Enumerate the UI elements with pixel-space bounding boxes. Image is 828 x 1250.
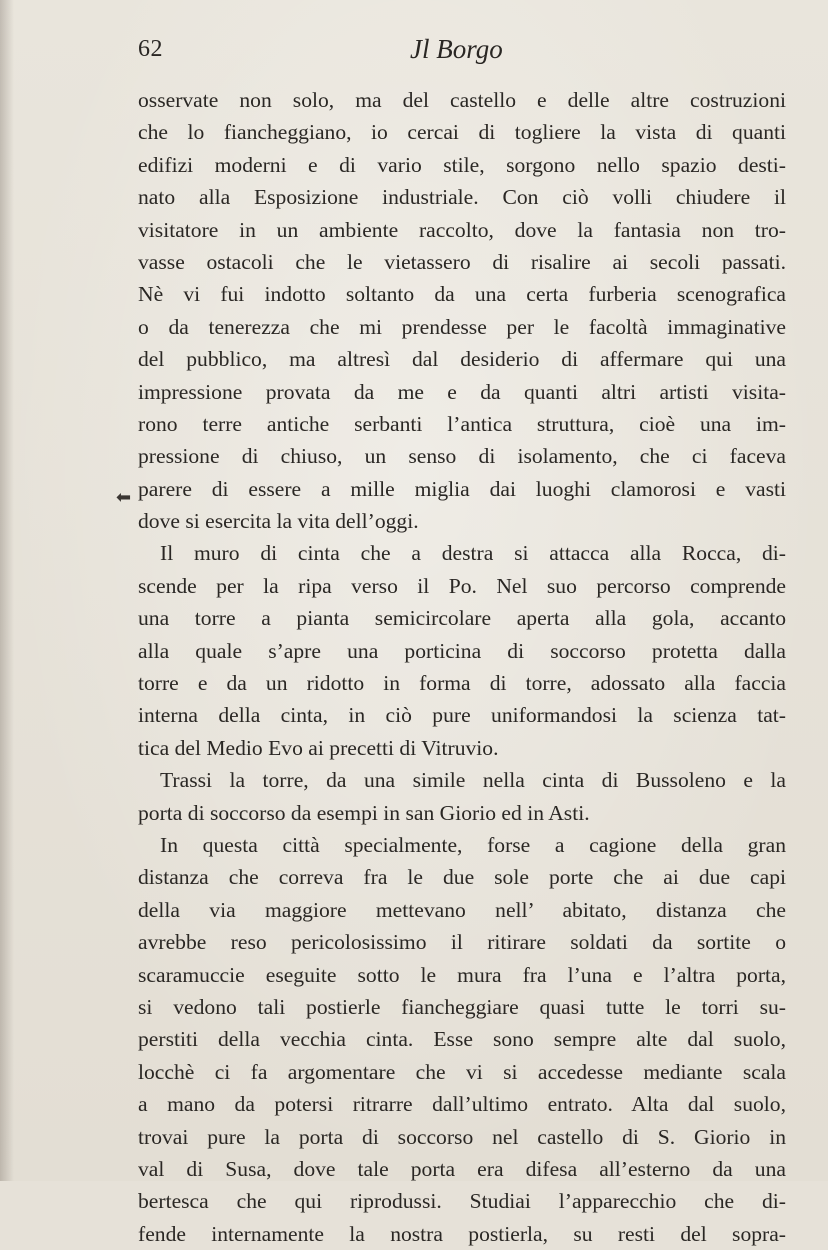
page-number: 62	[138, 36, 163, 62]
text-line: della via maggiore mettevano nell’ abitato, distanza che	[138, 897, 786, 922]
text-line: tica del Medio Evo ai precetti di Vitruvio.	[138, 735, 499, 760]
text-line: osservate non solo, ma del castello e delle altre costruzioni	[138, 88, 786, 112]
text-line: trovai pure la porta di soccorso nel castello di S. Giorio in	[138, 1124, 786, 1149]
text-line: edifizi moderni e di vario stile, sorgono nello spazio desti-	[138, 152, 786, 177]
text-line: In questa città specialmente, forse a cagione della gran	[160, 832, 786, 857]
text-line: locchè ci fa argomentare che vi si accedesse mediante scala	[138, 1059, 786, 1084]
text-line: perstiti della vecchia cinta. Esse sono sempre alte dal suolo,	[138, 1027, 786, 1052]
text-line: si vedono tali postierle fiancheggiare quasi tutte le torri su-	[138, 994, 786, 1019]
text-line: dove si esercita la vita dell’oggi.	[138, 509, 419, 534]
body-text	[138, 84, 786, 1250]
text-line: che lo fiancheggiano, io cercai di togliere la vista di quanti	[138, 120, 786, 145]
text-line: distanza che correva fra le due sole porte che ai due capi	[138, 865, 786, 890]
text-line: torre e da un ridotto in forma di torre, adossato alla faccia	[138, 671, 786, 696]
text-line: Trassi la torre, da una simile nella cinta di Bussoleno e la	[160, 768, 786, 793]
text-line: interna della cinta, in ciò pure uniformandosi la scienza tat-	[138, 703, 786, 728]
text-line: o da tenerezza che mi prendesse per le facoltà immaginative	[138, 314, 786, 339]
text-line: del pubblico, ma altresì dal desiderio di affermare qui una	[138, 347, 786, 372]
running-title: Jl Borgo	[410, 34, 503, 64]
text-line: parere di essere a mille miglia dai luoghi clamorosi e vasti	[138, 476, 786, 501]
text-line: scende per la ripa verso il Po. Nel suo percorso comprende	[138, 573, 786, 598]
text-line: visitatore in un ambiente raccolto, dove la fantasia non tro-	[138, 217, 786, 242]
text-line: scaramuccie eseguite sotto le mura fra l’una e l’altra porta,	[138, 962, 786, 987]
text-line: avrebbe reso pericolosissimo il ritirare soldati da sortite o	[138, 930, 786, 955]
text-line: a mano da potersi ritrarre dall’ultimo entrato. Alta dal suolo,	[138, 1092, 786, 1117]
text-line: impressione provata da me e da quanti altri artisti visita-	[138, 379, 786, 404]
margin-arrow-mark: ⬅	[116, 487, 132, 508]
text-line: alla quale s’apre una porticina di soccorso protetta dalla	[138, 638, 786, 663]
text-line: vasse ostacoli che le vietassero di risalire ai secoli passati.	[138, 249, 786, 274]
gutter-shadow	[0, 0, 14, 1181]
page-header	[0, 34, 828, 68]
text-line: nato alla Esposizione industriale. Con ciò volli chiudere il	[138, 185, 786, 210]
text-line: porta di soccorso da esempi in san Giorio ed in Asti.	[138, 800, 590, 825]
text-line: rono terre antiche serbanti l’antica struttura, cioè una im-	[138, 411, 786, 436]
text-line: bertesca che qui riprodussi. Studiai l’apparecchio che di-	[138, 1189, 786, 1214]
text-line: val di Susa, dove tale porta era difesa all’esterno da una	[138, 1156, 786, 1181]
text-line: una torre a pianta semicircolare aperta alla gola, accanto	[138, 606, 786, 631]
text-line: fende internamente la nostra postierla, su resti del sopra-	[138, 1221, 786, 1246]
text-line: Nè vi fui indotto soltanto da una certa furberia scenografica	[138, 282, 786, 307]
text-line: pressione di chiuso, un senso di isolamento, che ci faceva	[138, 444, 786, 469]
text-line: Il muro di cinta che a destra si attacca alla Rocca, di-	[160, 541, 786, 566]
